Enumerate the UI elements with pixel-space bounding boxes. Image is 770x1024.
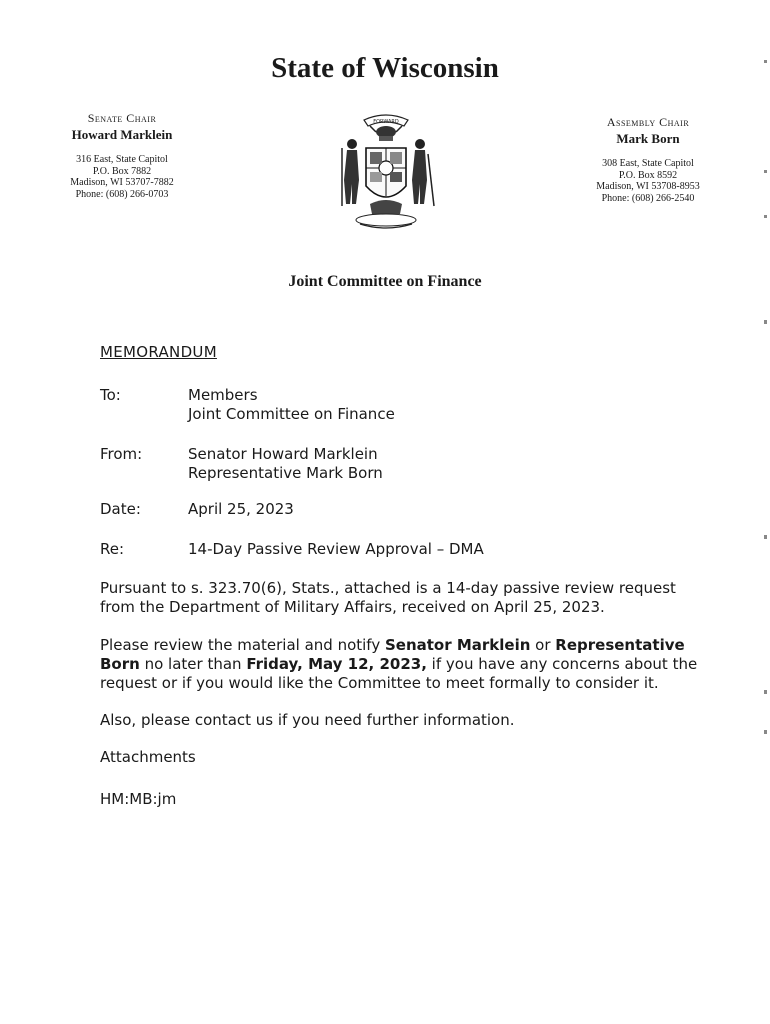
senate-chair-address	[17, 154, 227, 200]
address-line: Phone: (608) 266-0703	[75, 188, 169, 200]
from-label: From:	[100, 445, 143, 463]
scan-edge-mark	[764, 690, 767, 694]
body-paragraph: Also, please contact us if you need further information.	[100, 711, 515, 729]
to-line: Members	[188, 386, 258, 404]
address-line: 316 East, State Capitol	[76, 154, 168, 165]
paragraph-text: or	[530, 636, 556, 654]
scan-edge-mark	[764, 320, 767, 324]
seal-motto: FORWARD	[373, 119, 399, 125]
address-line: P.O. Box 7882	[92, 165, 152, 177]
deadline-date: Friday, May 12, 2023,	[246, 655, 427, 673]
address-line: Phone: (608) 266-2540	[601, 192, 695, 204]
scan-edge-mark	[764, 60, 767, 63]
senate-chair-block	[17, 111, 227, 200]
representative-name: Representative Born	[100, 636, 685, 673]
senate-chair-name: Howard Marklein	[71, 127, 173, 142]
body-paragraph	[100, 636, 710, 693]
body-paragraph: Pursuant to s. 323.70(6), Stats., attached is a 14-day passive review request from the Department of Military Affairs, received on April 25, 2023.	[100, 579, 676, 616]
attachments-line: Attachments	[100, 748, 196, 766]
subject-value: 14-Day Passive Review Approval – DMA	[188, 540, 484, 558]
from-line: Representative Mark Born	[188, 464, 383, 482]
scan-edge-mark	[764, 215, 767, 218]
paragraph-text: Please review the material and notify	[100, 636, 385, 654]
re-label: Re:	[100, 540, 125, 558]
assembly-chair-name: Mark Born	[616, 131, 680, 146]
scan-edge-mark	[764, 535, 767, 539]
assembly-chair-role: Assembly Chair	[606, 115, 690, 129]
date-value: April 25, 2023	[188, 500, 294, 518]
address-line: 308 East, State Capitol	[602, 158, 694, 169]
page-title: State of Wisconsin	[271, 52, 499, 84]
paragraph-text: no later than	[139, 655, 247, 673]
date-label: Date:	[100, 500, 141, 518]
senator-name: Senator Marklein	[384, 636, 531, 654]
to-line: Joint Committee on Finance	[188, 405, 395, 423]
memo-heading: MEMORANDUM	[100, 343, 217, 361]
senate-chair-role: Senate Chair	[87, 111, 157, 125]
to-label: To:	[100, 386, 121, 404]
address-line: Madison, WI 53707-7882	[70, 177, 174, 188]
from-line: Senator Howard Marklein	[188, 445, 378, 463]
assembly-chair-address	[543, 158, 753, 204]
assembly-chair-block	[543, 115, 753, 204]
paragraph-text: if you have any concerns about the request or if you would like the Committee to meet formally to consider it.	[100, 655, 698, 692]
scan-edge-mark	[764, 730, 767, 734]
scan-edge-mark	[764, 170, 767, 173]
address-line: Madison, WI 53708-8953	[596, 181, 700, 192]
address-line: P.O. Box 8592	[618, 169, 678, 181]
wisconsin-seal-icon	[330, 108, 442, 234]
initials-line: HM:MB:jm	[100, 790, 177, 808]
committee-name: Joint Committee on Finance	[288, 273, 482, 290]
